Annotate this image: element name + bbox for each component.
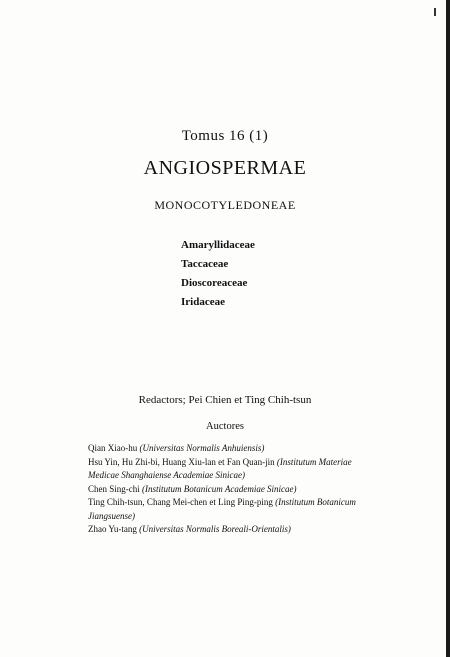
author-entry [88, 483, 378, 497]
author-names: Qian Xiao-hu [88, 443, 138, 453]
page-subtitle: MONOCOTYLEDONEAE [154, 198, 296, 212]
family-list [181, 236, 255, 312]
family-item: Taccaceae [181, 258, 229, 270]
author-list [88, 442, 378, 537]
author-names: Hsu Yin, Hu Zhi-bi, Huang Xiu-lan et Fan Quan-jin [88, 456, 275, 467]
author-names: Chen Sing-chi [88, 483, 140, 494]
redactors-line: Redactors; Pei Chien et Ting Chih-tsun [138, 394, 312, 406]
author-entry [88, 496, 378, 523]
author-entry [88, 442, 378, 456]
author-institution: (Institutum Materiae Medicae Shanghaiense Academiae Sinicae) [88, 456, 352, 480]
corner-mark [434, 8, 436, 16]
author-institution: (Universitas Normalis Anhuiensis) [139, 443, 265, 453]
author-entry [88, 456, 378, 483]
author-names: Zhao Yu-tang [88, 524, 137, 534]
page-title: ANGIOSPERMAE [143, 157, 307, 179]
author-institution: (Universitas Normalis Boreali-Orientalis) [139, 524, 291, 534]
author-entry [88, 523, 378, 537]
author-institution: (Institutum Botanicum Jiangsuense) [88, 497, 356, 521]
author-institution: (Institutum Botanicum Academiae Sinicae) [142, 483, 297, 494]
auctores-heading: Auctores [206, 421, 244, 432]
page-edge-shadow [446, 0, 450, 657]
family-item: Dioscoreaceae [181, 277, 248, 289]
author-names: Ting Chih-tsun, Chang Mei-chen et Ling Ping-ping [88, 497, 273, 507]
volume-number: Tomus 16 (1) [181, 128, 269, 144]
family-item: Amaryllidaceae [181, 239, 255, 251]
family-item: Iridaceae [181, 296, 225, 308]
